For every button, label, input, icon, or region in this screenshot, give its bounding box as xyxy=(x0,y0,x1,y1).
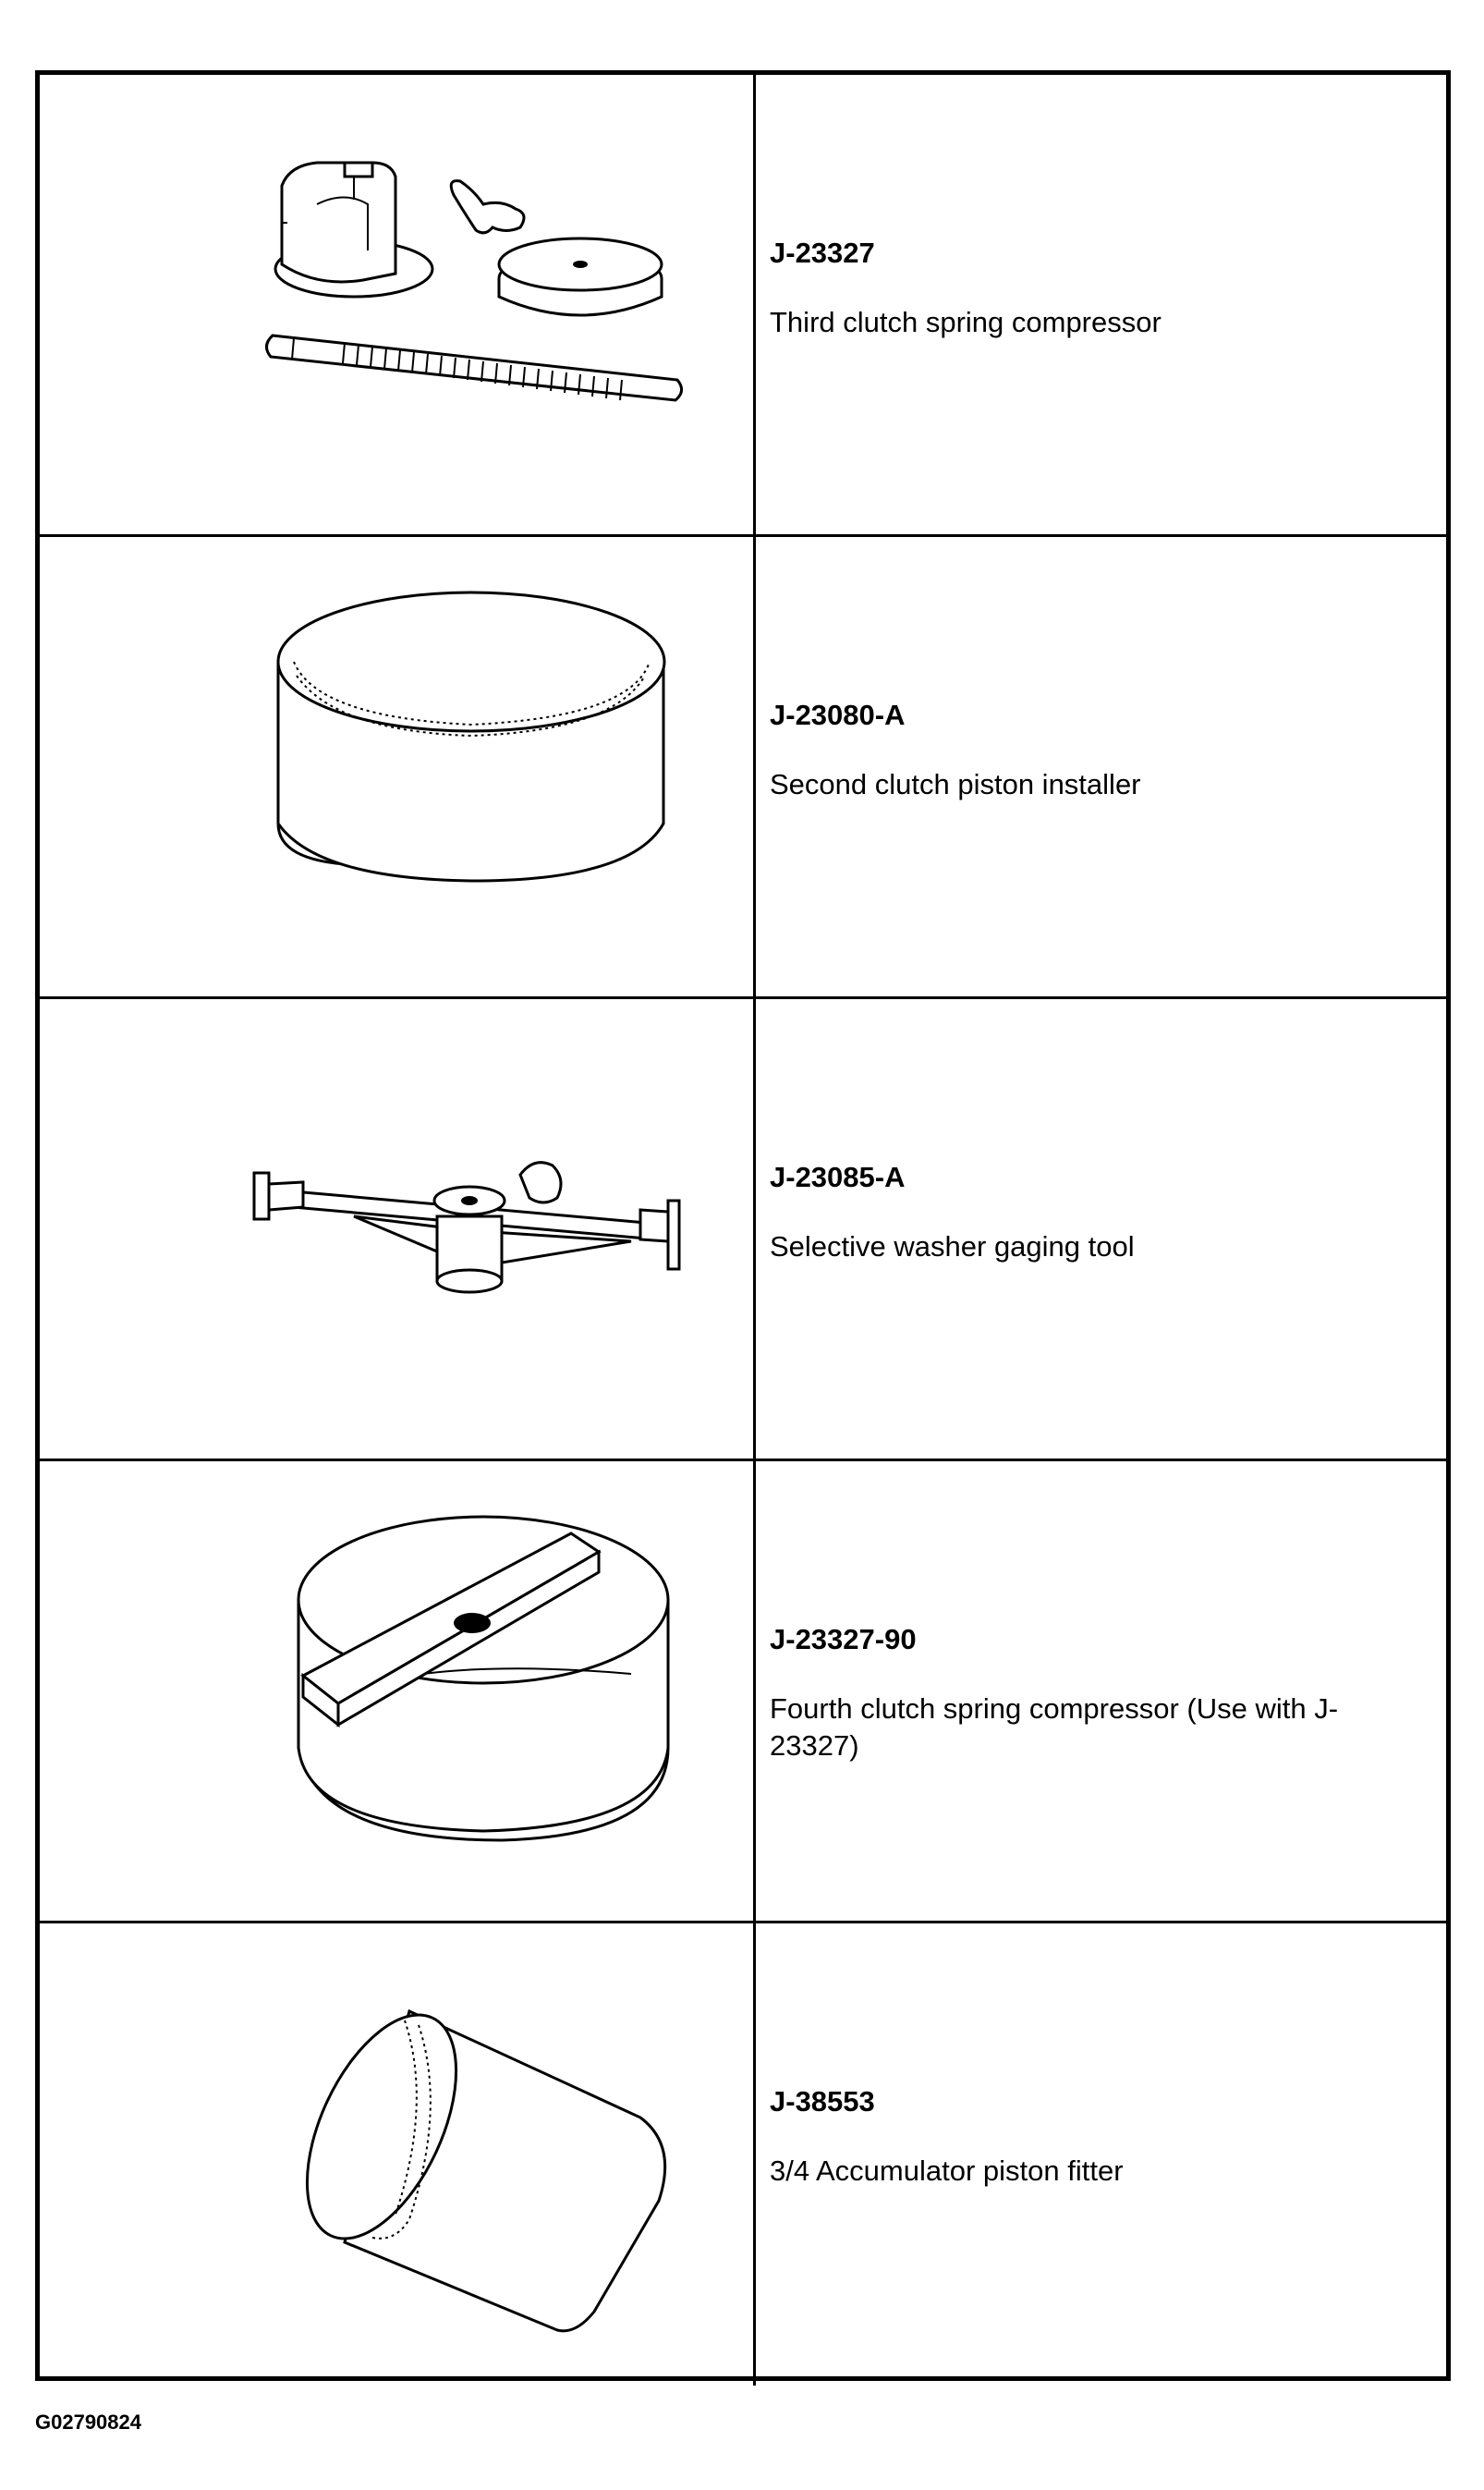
sleeve-fitter-icon xyxy=(40,1923,753,2383)
tool-info-cell xyxy=(770,75,1428,534)
tool-illustration-cell xyxy=(40,1923,756,2386)
tool-info-cell xyxy=(770,1923,1428,2386)
tool-info-cell xyxy=(770,537,1428,996)
disc-with-bar-icon xyxy=(40,1461,753,1921)
tool-row xyxy=(40,1461,1446,1923)
part-number: J-23327-90 xyxy=(770,1623,917,1655)
tool-row xyxy=(40,1923,1446,2386)
tool-info-cell xyxy=(770,999,1428,1459)
tool-info-cell xyxy=(770,1461,1428,1921)
gaging-bar-icon xyxy=(40,999,753,1459)
part-number: J-23327 xyxy=(770,237,875,269)
tool-illustration-cell xyxy=(40,537,756,996)
part-number: J-23085-A xyxy=(770,1161,906,1193)
part-number: J-38553 xyxy=(770,2085,875,2118)
tool-illustration-cell xyxy=(40,999,756,1459)
tool-row xyxy=(40,537,1446,999)
cylinder-installer-icon xyxy=(40,537,753,996)
tool-illustration-cell xyxy=(40,75,756,534)
part-description: Third clutch spring compressor xyxy=(770,306,1162,338)
tool-table xyxy=(35,70,1451,2381)
tool-illustration-cell xyxy=(40,1461,756,1921)
part-description: Selective washer gaging tool xyxy=(770,1230,1135,1263)
part-description: Second clutch piston installer xyxy=(770,768,1141,800)
part-number: J-23080-A xyxy=(770,699,906,731)
part-description: 3/4 Accumulator piston fitter xyxy=(770,2154,1124,2187)
tool-row xyxy=(40,75,1446,537)
part-description: Fourth clutch spring compressor (Use with J-23327) xyxy=(770,1692,1339,1762)
tool-row xyxy=(40,999,1446,1461)
figure-id: G02790824 xyxy=(35,2411,141,2434)
spring-compressor-kit-icon xyxy=(40,75,753,534)
